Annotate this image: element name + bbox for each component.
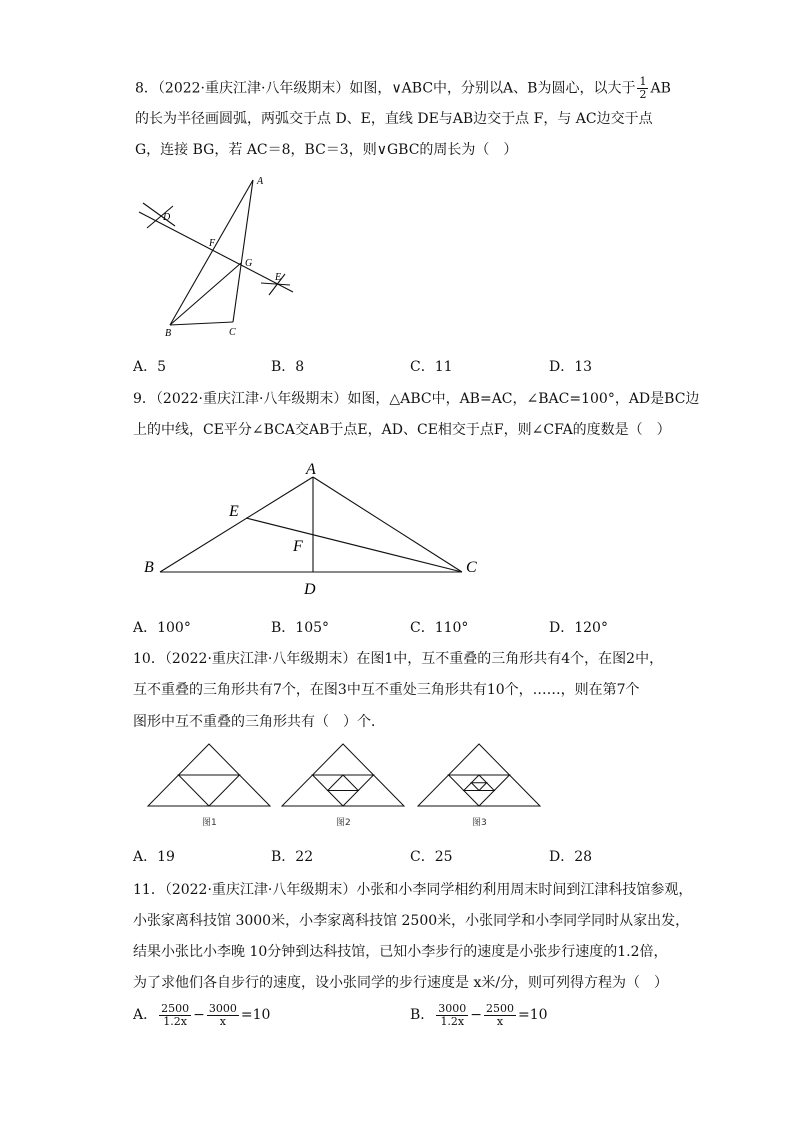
q9-label-a: A: [306, 461, 316, 478]
q11-a-f2-den: x: [219, 1014, 226, 1028]
q10-figure-3: [418, 744, 540, 806]
q11-option-b-op: −: [470, 1007, 483, 1023]
q9-label-c: C: [466, 559, 477, 576]
q11-option-a-op: −: [193, 1007, 205, 1023]
q11-option-b-rhs: =10: [518, 1007, 548, 1023]
q9-line2: 上的中线，CE平分∠BCA交AB于点E，AD、CE相交于点F，则∠CFA的度数是（ ）: [133, 422, 671, 438]
q11-option-a[interactable]: [133, 1000, 270, 1030]
q10-option-d[interactable]: D．28: [549, 849, 593, 865]
q8-line1: [135, 76, 671, 101]
q11-b-f1-num: 3000: [438, 1001, 467, 1015]
q8-line3: G，连接 BG，若 AC＝8，BC＝3，则∨GBC的周长为（ ）: [135, 142, 518, 158]
q8-option-b[interactable]: B．8: [271, 359, 305, 375]
q11-option-b[interactable]: [410, 1000, 548, 1030]
q10-option-c[interactable]: C．25: [410, 849, 453, 865]
q8-label-g: G: [245, 258, 253, 269]
q11-option-a-fraction-2: [207, 1003, 239, 1028]
q9-line1: 9．（2022·重庆江津·八年级期末）如图，△ABC中，AB=AC，∠BAC=100°，AD是BC边: [133, 391, 700, 407]
q8-option-a[interactable]: A．5: [133, 359, 167, 375]
q9-option-a[interactable]: A．100°: [133, 620, 191, 636]
q9-option-d[interactable]: D．120°: [549, 620, 608, 636]
q10-figure-1: [148, 744, 270, 806]
q10-caption-2: 图2: [336, 818, 351, 828]
q10-caption-3: 图3: [472, 818, 487, 828]
q10-option-a[interactable]: A．19: [133, 849, 175, 865]
q10-figures: [140, 738, 550, 833]
q11-line2: 小张家离科技馆 3000米，小李家离科技馆 2500米，小张同学和小李同学同时从家出发，: [133, 913, 690, 929]
q9-label-d: D: [304, 581, 316, 598]
q8-line1-prefix: 8．（2022·重庆江津·八年级期末）如图，: [135, 80, 392, 97]
q8-segment-ab: [170, 180, 253, 325]
q10-line1: 10．（2022·重庆江津·八年级期末）在图1中，互不重叠的三角形共有4个，在图2中，: [133, 651, 664, 667]
q11-b-f2-den: x: [496, 1014, 504, 1028]
q11-option-b-fraction-2: [484, 1003, 516, 1028]
q8-segment-bc: [170, 322, 233, 325]
q9-figure: [140, 455, 490, 600]
q10-figure-2: [282, 744, 404, 806]
q8-figure: [125, 170, 305, 345]
q11-option-b-label: B．: [410, 1007, 435, 1023]
q9-segment-ac: [313, 477, 462, 572]
q9-label-e: E: [229, 503, 239, 520]
q10-caption-1: 图1: [202, 818, 217, 828]
q8-line2: 的长为半径画圆弧，两弧交于点 D、E，直线 DE与AB边交于点 F，与 AC边交于点: [135, 111, 653, 127]
q9-segment-ce: [246, 518, 462, 572]
q11-a-f2-num: 3000: [208, 1001, 237, 1015]
q8-line1-triangle: ∨ABC中，分别以A、B为圆心，以大于: [391, 80, 636, 97]
q11-line1: 11．（2022·重庆江津·八年级期末）小张和小李同学相约利用周末时间到江津科技馆参观，: [133, 882, 693, 898]
q10-option-b[interactable]: B．22: [271, 849, 314, 865]
q11-option-a-rhs: =10: [240, 1007, 271, 1023]
q11-a-f1-num: 2500: [161, 1001, 190, 1015]
q8-label-b: B: [165, 328, 172, 339]
q8-label-e: E: [275, 272, 282, 283]
q8-segment-bg: [170, 263, 241, 325]
q11-line4: 为了求他们各自步行的速度，设小张同学的步行速度是 x米/分，则可列得方程为（ ）: [133, 975, 669, 991]
q8-segment-ac: [233, 180, 253, 322]
q8-half-denominator: 2: [639, 88, 647, 101]
q8-line-de: [139, 212, 293, 292]
q11-b-f1-den: 1.2x: [440, 1014, 465, 1028]
q11-option-a-fraction-1: [159, 1003, 191, 1028]
q8-line1-ab: AB: [650, 80, 671, 97]
q10-line3: 图形中互不重叠的三角形共有（ ）个．: [133, 714, 385, 730]
q8-label-a: A: [257, 176, 264, 187]
q11-option-b-fraction-1: [436, 1003, 468, 1028]
q8-half-fraction: [637, 76, 648, 101]
q9-option-c[interactable]: C．110°: [410, 620, 469, 636]
q8-label-c: C: [229, 327, 236, 338]
q9-option-b[interactable]: B．105°: [271, 620, 330, 636]
q11-line3: 结果小张比小李晚 10分钟到达科技馆，已知小李步行的速度是小张步行速度的1.2倍，: [133, 944, 668, 960]
q8-option-d[interactable]: D．13: [549, 359, 593, 375]
q11-option-a-label: A．: [133, 1007, 158, 1023]
q10-line2: 互不重叠的三角形共有7个，在图3中互不重处三角形共有10个，……，则在第7个: [133, 682, 640, 698]
q8-half-numerator: 1: [639, 75, 647, 88]
q11-b-f2-num: 2500: [486, 1001, 515, 1015]
q9-label-f: F: [293, 538, 303, 555]
q8-label-d: D: [163, 212, 171, 223]
q9-segment-ab: [160, 477, 313, 572]
q8-option-c[interactable]: C．11: [410, 359, 453, 375]
q11-a-f1-den: 1.2x: [163, 1014, 187, 1028]
q8-label-f: F: [209, 238, 216, 249]
q9-label-b: B: [144, 559, 154, 576]
